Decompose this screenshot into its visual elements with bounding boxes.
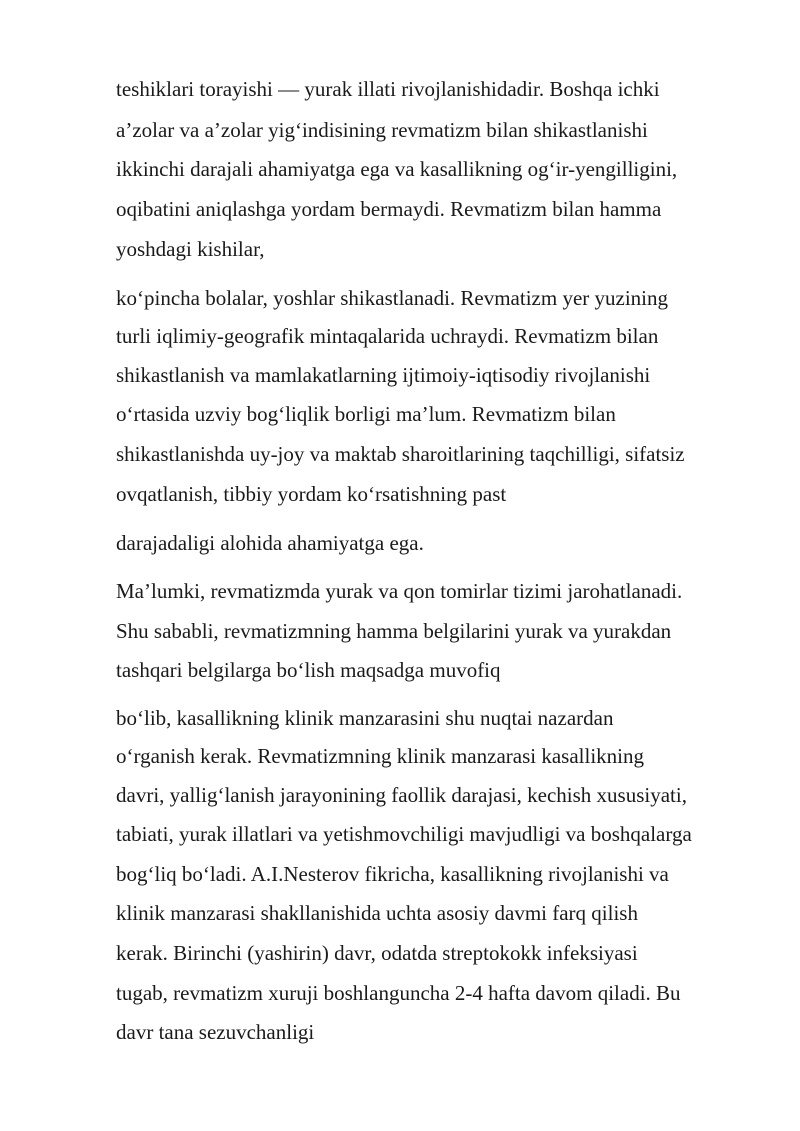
text-line: klinik manzarasi shakllanishida uchta asosiy davmi farq qilish: [116, 901, 638, 925]
text-line: o‘rtasida uzviy bog‘liqlik borligi ma’lum. Revmatizm bilan: [116, 402, 616, 426]
text-line: davri, yallig‘lanish jarayonining faollik darajasi, kechish xususiyati,: [116, 783, 687, 807]
text-line: ko‘pincha bolalar, yoshlar shikastlanadi. Revmatizm yer yuzining: [116, 286, 669, 310]
text-line: teshiklari torayishi — yurak illati rivojlanishidadir. Boshqa ichki: [116, 77, 660, 101]
text-line: davr tana sezuvchanligi: [116, 1020, 315, 1044]
text-line: o‘rganish kerak. Revmatizmning klinik manzarasi kasallikning: [116, 744, 644, 768]
text-line: bog‘liq bo‘ladi. A.I.Nesterov fikricha, kasallikning rivojlanishi va: [116, 862, 669, 886]
text-line: tashqari belgilarga bo‘lish maqsadga muvofiq: [116, 658, 501, 682]
text-line: shikastlanish va mamlakatlarning ijtimoiy-iqtisodiy rivojlanishi: [116, 363, 651, 387]
text-line: tugab, revmatizm xuruji boshlanguncha 2-4 hafta davom qiladi. Bu: [116, 981, 681, 1005]
text-line: oqibatini aniqlashga yordam bermaydi. Revmatizm bilan hamma: [116, 197, 662, 221]
text-line: Ma’lumki, revmatizmda yurak va qon tomirlar tizimi jarohatlanadi.: [116, 579, 683, 603]
text-line: yoshdagi kishilar,: [116, 237, 265, 261]
text-line: ikkinchi darajali ahamiyatga ega va kasallikning og‘ir-yengilligini,: [116, 157, 678, 181]
text-line: a’zolar va a’zolar yig‘indisining revmatizm bilan shikastlanishi: [116, 118, 648, 142]
text-line: turli iqlimiy-geografik mintaqalarida uchraydi. Revmatizm bilan: [116, 324, 659, 348]
text-line: darajadaligi alohida ahamiyatga ega.: [116, 531, 424, 555]
text-line: tabiati, yurak illatlari va yetishmovchiligi mavjudligi va boshqalarga: [116, 822, 692, 846]
text-line: ovqatlanish, tibbiy yordam ko‘rsatishning past: [116, 482, 507, 506]
text-line: kerak. Birinchi (yashirin) davr, odatda streptokokk infeksiyasi: [116, 941, 638, 965]
text-line: shikastlanishda uy-joy va maktab sharoitlarining taqchilligi, sifatsiz: [116, 442, 685, 466]
text-line: Shu sababli, revmatizmning hamma belgilarini yurak va yurakdan: [116, 619, 672, 643]
text-line: bo‘lib, kasallikning klinik manzarasini shu nuqtai nazardan: [116, 706, 614, 730]
